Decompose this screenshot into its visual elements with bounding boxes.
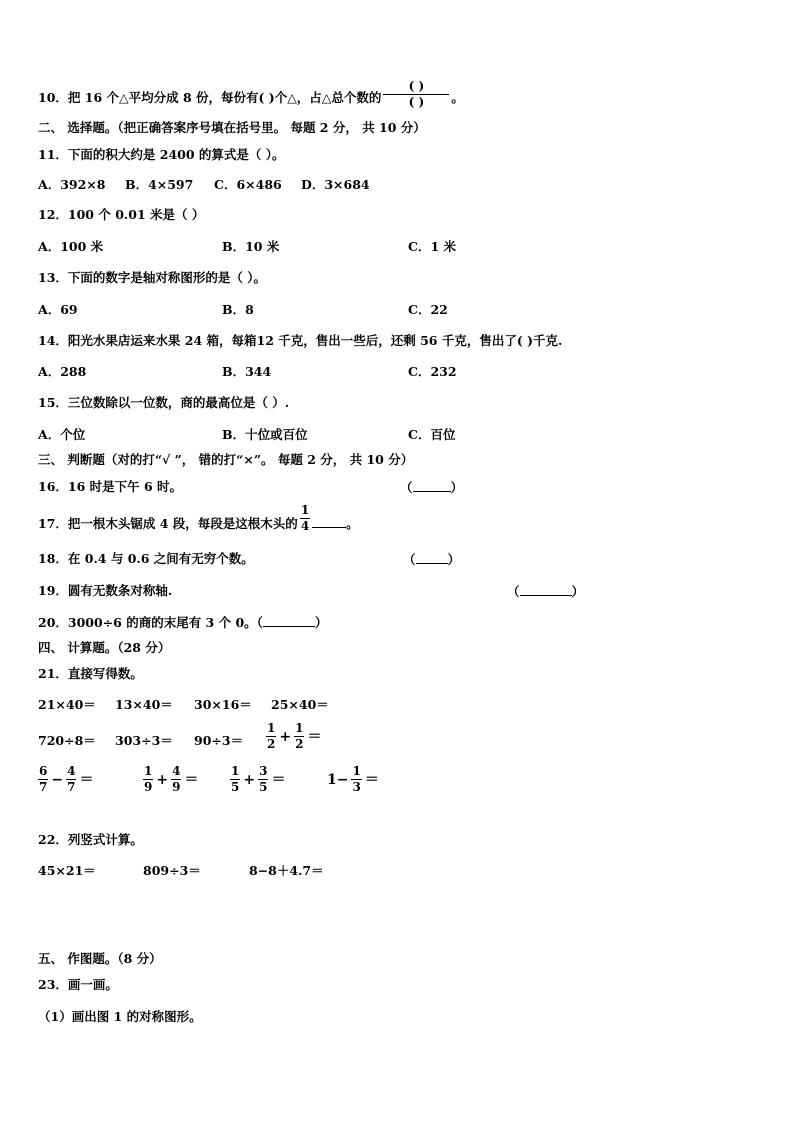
fraction-denominator: 4: [300, 519, 310, 533]
question-14-option-b[interactable]: B．344: [222, 364, 272, 379]
calc-item: 8−8＋4.7＝: [249, 863, 324, 878]
paren-right: ）: [314, 615, 328, 630]
question-13-stem: 13．下面的数字是轴对称图形的是（ ）。: [38, 270, 266, 285]
calc-fraction-item: $\frac{1}{9}$ + $\frac{4}{9}$ ＝: [144, 764, 199, 794]
question-12-option-b[interactable]: B．10 米: [222, 239, 280, 254]
question-18-answer-blank[interactable]: [403, 551, 460, 568]
question-10-fraction: [383, 80, 449, 109]
question-14-option-a[interactable]: A．288: [38, 364, 87, 379]
question-23-stem: 23．画一画。: [38, 977, 118, 992]
question-20-answer-blank[interactable]: [263, 614, 315, 627]
calc-item: 809÷3＝: [143, 863, 201, 878]
question-17-answer-blank[interactable]: [312, 515, 346, 528]
question-12-option-c[interactable]: C．1 米: [408, 239, 456, 254]
question-11-option-c[interactable]: C．6×486: [214, 177, 282, 192]
question-13-option-a[interactable]: A．69: [38, 302, 78, 317]
question-18-stem: 18．在 0.4 与 0.6 之间有无穷个数。: [38, 551, 254, 566]
paren-left: （: [507, 584, 520, 599]
question-10: [38, 79, 464, 109]
question-11-option-d[interactable]: D．3×684: [301, 177, 370, 192]
section-2-header: 二、 选择题。（把正确答案序号填在括号里。 每题 2 分， 共 10 分）: [38, 120, 426, 135]
section-3-header: 三、 判断题（对的打“√ ”， 错的打“×”。 每题 2 分， 共 10 分）: [38, 452, 414, 467]
question-23-sub1: （1）画出图 1 的对称图形。: [38, 1009, 202, 1024]
question-15-stem: 15．三位数除以一位数，商的最高位是（ ）.: [38, 395, 290, 410]
question-10-text: 10．把 16 个△平均分成 8 份，每份有( )个△，占△总个数的: [38, 90, 382, 105]
question-20-stem: 20．3000÷6 的商的末尾有 3 个 0。（: [38, 615, 263, 630]
question-17-stem: 17．把一根木头锯成 4 段，每段是这根木头的: [38, 516, 298, 531]
question-15-option-b[interactable]: B．十位或百位: [222, 427, 308, 442]
section-4-header: 四、 计算题。（28 分）: [38, 640, 171, 655]
question-16-stem: 16．16 时是下午 6 时。: [38, 479, 183, 494]
question-17: [38, 503, 359, 533]
calc-item: 303÷3＝: [115, 733, 173, 748]
paren-right: ）: [447, 552, 461, 567]
paren-left: （: [400, 480, 413, 495]
paren-right: ）: [450, 480, 464, 495]
question-11-option-a[interactable]: A．392×8: [38, 177, 106, 192]
calc-item: 45×21＝: [38, 863, 96, 878]
question-17-end: 。: [346, 516, 359, 531]
question-14-stem: 14．阳光水果店运来水果 24 箱，每箱12 千克，售出一些后，还剩 56 千克，售出了( )千克.: [38, 333, 563, 348]
question-15-option-a[interactable]: A．个位: [38, 427, 86, 442]
question-11-stem: 11．下面的积大约是 2400 的算式是（ ）。: [38, 147, 285, 162]
calc-fraction-item: $\frac{1}{5}$ + $\frac{3}{5}$ ＝: [231, 764, 286, 794]
paren-left: （: [403, 552, 416, 567]
calc-item: 21×40＝: [38, 697, 96, 712]
question-19-stem: 19．圆有无数条对称轴.: [38, 583, 173, 598]
question-13-option-b[interactable]: B．8: [222, 302, 254, 317]
question-20: [38, 614, 327, 631]
fraction-denominator: ( ): [408, 95, 425, 109]
question-12-stem: 12．100 个 0.01 米是（ ）: [38, 207, 205, 222]
calc-item: 30×16＝: [194, 697, 252, 712]
calc-fraction-item: $\frac{1}{2}$ + $\frac{1}{2}$ ＝: [267, 721, 322, 751]
question-12-option-a[interactable]: A．100 米: [38, 239, 104, 254]
question-10-end: 。: [451, 90, 464, 105]
question-17-fraction: [300, 504, 310, 533]
question-14-option-c[interactable]: C．232: [408, 364, 457, 379]
question-19-answer-blank[interactable]: [507, 583, 584, 600]
fraction-numerator: 1: [300, 503, 310, 517]
question-22-stem: 22．列竖式计算。: [38, 832, 143, 847]
calc-item: 13×40＝: [115, 697, 173, 712]
calc-fraction-item: $\frac{6}{7}$ − $\frac{4}{7}$ ＝: [39, 764, 94, 794]
calc-item: 90÷3＝: [194, 733, 244, 748]
question-11-option-b[interactable]: B．4×597: [125, 177, 194, 192]
paren-right: ）: [571, 584, 585, 599]
calc-fraction-item: 1− $\frac{1}{3}$ ＝: [327, 764, 379, 794]
question-21-stem: 21．直接写得数。: [38, 666, 143, 681]
question-15-option-c[interactable]: C．百位: [408, 427, 456, 442]
question-13-option-c[interactable]: C．22: [408, 302, 448, 317]
calc-item: 720÷8＝: [38, 733, 96, 748]
fraction-numerator: ( ): [408, 79, 425, 93]
question-16-answer-blank[interactable]: [400, 479, 463, 496]
calc-item: 25×40＝: [271, 697, 329, 712]
section-5-header: 五、 作图题。（8 分）: [38, 951, 162, 966]
